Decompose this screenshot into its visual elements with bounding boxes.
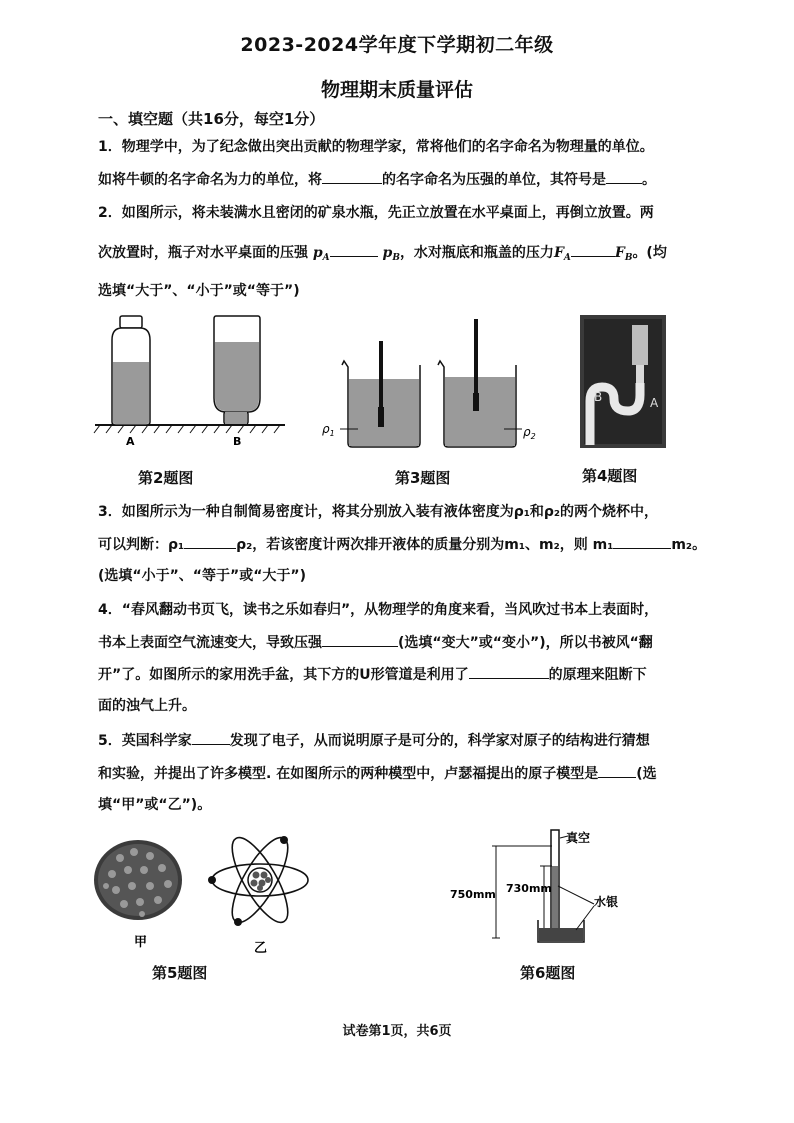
q3-blank-2[interactable] [613,534,671,549]
q1-line2 [98,169,656,190]
fig6-750-label: 750mm [450,888,496,901]
fig6-torricelli [448,826,648,946]
fig6-caption: 第6题图 [520,964,576,982]
exam-subtitle: 物理期末质量评估 [320,79,473,101]
q1-text-c: 。 [642,172,656,188]
q5-line1 [98,730,650,751]
fig2-caption: 第2题图 [138,469,194,487]
q5-text-c: 和实验，并提出了许多模型. 在如图所示的两种模型中，卢瑟福提出的原子模型是 [98,766,599,782]
fig3-rho1: $\rho_1$ [322,422,335,438]
q2-line2 [98,242,667,268]
q5-text-d: (选 [636,766,657,782]
fig2-label-b: B [233,435,242,448]
q3-line3: (选填“小于”、“等于”或“大于”) [98,568,307,584]
q5-text-a: 5．英国科学家 [98,733,192,749]
q2-FB: $F_B$ [614,245,633,263]
fig5-label-yi: 乙 [254,941,268,953]
section-heading: 一、填空题（共16分，每空1分） [98,110,325,128]
q4-line3 [98,664,647,685]
q2-text-c: 。(均 [632,245,667,261]
q4-blank-1[interactable] [322,632,398,647]
q3-blank-1[interactable] [184,534,236,549]
q4-text-c: 开”了。如图所示的家用洗手盆，其下方的U形管道是利用了 [98,667,469,683]
fig6-vacuum-label: 真空 [566,831,591,845]
q2-blank-1[interactable] [330,242,378,257]
q1-line1: 1．物理学中，为了纪念做出突出贡献的物理学家，常将他们的名字命名为物理量的单位。 [98,139,654,155]
fig4-label-a: A [650,396,659,410]
fig4-caption: 第4题图 [582,467,638,485]
q4-blank-2[interactable] [469,664,549,679]
q5-blank-1[interactable] [192,730,230,745]
q1-text-b: 的名字命名为压强的单位，其符号是 [382,172,606,188]
q2-text-b: ，水对瓶底和瓶盖的压力 [399,245,554,261]
q4-line2 [98,632,653,653]
fig5-label-jia: 甲 [134,935,148,950]
q2-FA: $F_A$ [553,245,571,263]
q5-blank-2[interactable] [598,763,636,778]
fig4-sink-photo [580,315,666,448]
fig4-label-b: B [594,390,603,404]
q5-line3: 填“甲”或“乙”)。 [98,797,212,813]
q1-blank-2[interactable] [606,169,642,184]
fig5-atom-models [92,828,314,953]
q3-text-a: 可以判断：ρ₁ [98,537,185,553]
fig3-rho2: $\rho_2$ [523,425,536,441]
q4-text-b: (选填“变大”或“变小”)，所以书被风“翻 [398,635,653,651]
q3-text-c: m₂。 [671,537,707,553]
page-footer: 试卷第1页，共6页 [342,1024,452,1039]
fig2-bottles [90,310,290,460]
q1-text-a: 如将牛顿的名字命名为力的单位，将 [98,172,322,188]
q3-line1: 3．如图所示为一种自制简易密度计，将其分别放入装有液体密度为ρ₁和ρ₂的两个烧杯中， [98,504,659,520]
q2-line3: 选填“大于”、“小于”或“等于”) [98,283,300,299]
q4-line1: 4．“春风翻动书页飞，读书之乐如春归”，从物理学的角度来看，当风吹过书本上表面时， [98,602,659,618]
q4-text-a: 书本上表面空气流速变大，导致压强 [98,635,322,651]
q1-blank-1[interactable] [322,169,382,184]
q2-blank-2[interactable] [571,242,615,257]
q3-text-b: ρ₂，若该密度计两次排开液体的质量分别为m₁、m₂，则 m₁ [236,537,614,553]
q4-text-d: 的原理来阻断下 [548,667,647,683]
q3-line2 [98,534,706,555]
fig6-730-label: 730mm [506,882,552,895]
fig6-mercury-label: 水银 [594,895,619,909]
q2-text-a: 次放置时，瓶子对水平桌面的压强 [98,245,308,261]
fig2-label-a: A [126,435,135,448]
fig3-hydrometers [318,315,543,455]
q2-line1: 2．如图所示，将未装满水且密闭的矿泉水瓶，先正立放置在水平桌面上，再倒立放置。两 [98,205,654,221]
exam-title: 2023-2024学年度下学期初二年级 [240,34,554,56]
q2-pB: $p_B$ [382,245,400,263]
q4-line4: 面的浊气上升。 [98,698,196,714]
fig3-caption: 第3题图 [395,469,451,487]
q5-text-b: 发现了电子，从而说明原子是可分的，科学家对原子的结构进行猜想 [229,733,650,749]
q2-pA: $p_A$ [312,245,330,263]
q5-line2 [98,763,657,784]
fig5-caption: 第5题图 [152,964,208,982]
